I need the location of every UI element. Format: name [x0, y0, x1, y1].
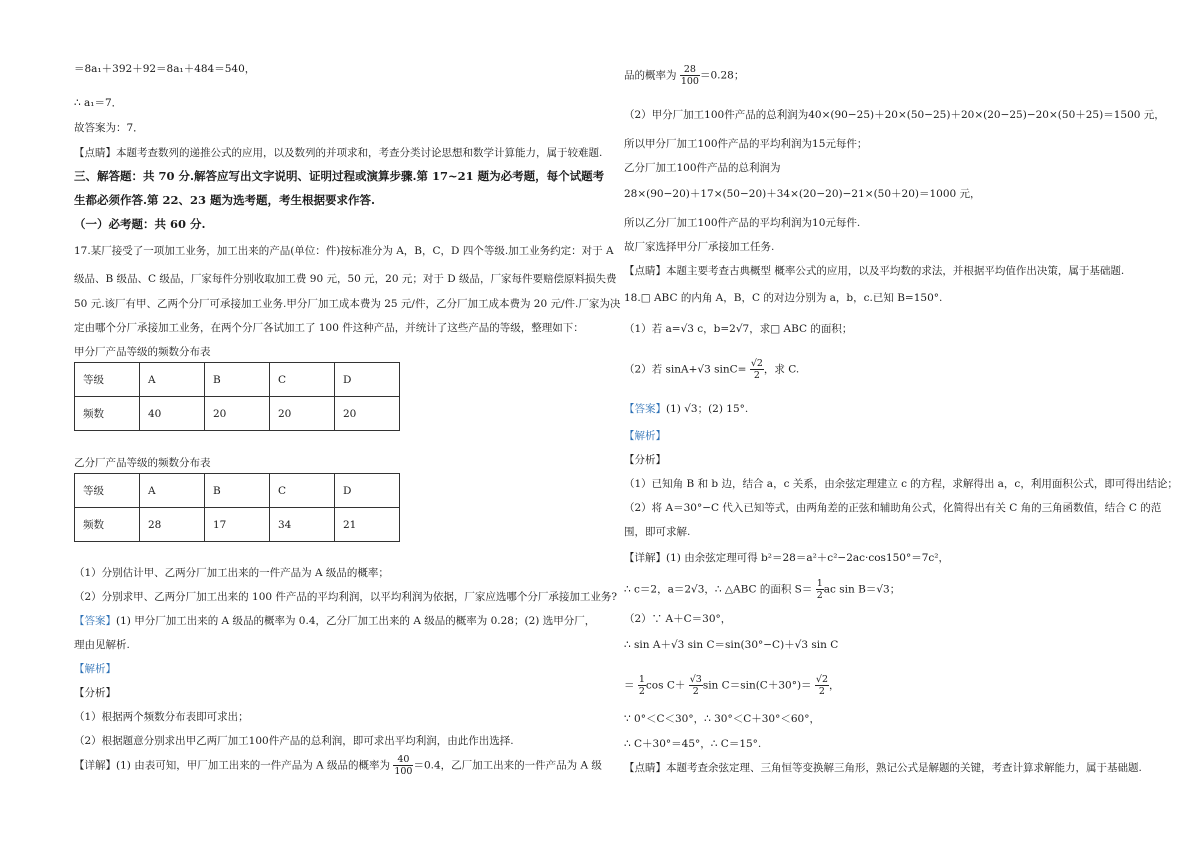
table-cell: 频数: [75, 508, 140, 542]
eq-line-2: ∴ a₁＝7．: [74, 97, 123, 109]
fraction: [750, 358, 764, 381]
detail-line-1: [74, 754, 602, 777]
numerator: 28: [680, 64, 700, 76]
numerator: √2: [815, 674, 828, 685]
fenxi-line-3: 围，即可求解.: [624, 526, 691, 538]
table-cell: D: [335, 474, 400, 508]
fenxi-tag: 【分析】: [74, 687, 116, 699]
q17-line-1: 17.某厂接受了一项加工业务，加工出来的产品(单位：件)按标准分为 A，B，C，D 四个等级.加工业务约定：对于 A: [74, 245, 614, 257]
fenxi-line-2: （2）将 A＝30°−C 代入已知等式，由两角差的正弦和辅助角公式，化简得出有关 C 角的三角函数值，结合 C 的范: [624, 502, 1162, 514]
detail-text: ∴ c＝2，a＝2√3，∴ △ABC 的面积 S＝: [624, 583, 813, 596]
denominator: 2: [818, 686, 825, 697]
eq-line-1: ＝8a₁＋392＋92＝8a₁＋484＝540，: [74, 63, 256, 75]
numerator: 40: [393, 754, 413, 766]
table-cell: 40: [140, 397, 205, 431]
section-required-heading: （一）必考题：共 60 分.: [74, 217, 206, 231]
avg-yi-line: 所以乙分厂加工100件产品的平均利润为10元每件.: [624, 217, 861, 229]
q17-answer-line-2: 理由见解析.: [74, 639, 130, 651]
q18-part-1: （1）若 a=√3 c，b=2√7，求□ ABC 的面积；: [624, 323, 853, 335]
table-cell: 21: [335, 508, 400, 542]
table-cell: 34: [270, 508, 335, 542]
detail-line-6: ∵ 0°＜C＜30°，∴ 30°＜C＋30°＜60°，: [624, 713, 820, 725]
detail-text: 【详解】(1) 由表可知，甲厂加工出来的一件产品为 A 级品的概率为: [74, 759, 390, 772]
table-cell: C: [270, 474, 335, 508]
table-cell: 28: [140, 508, 205, 542]
table-yi: [74, 473, 400, 542]
q18-stem: 18.□ ABC 的内角 A，B，C 的对边分别为 a，b，c.已知 B=150°.: [624, 292, 943, 304]
answer-text: (1) √3；(2) 15°.: [666, 403, 749, 415]
table-row: [75, 508, 400, 542]
comment-16: 【点睛】本题考查数列的递推公式的应用，以及数列的并项求和，考查分类讨论思想和数学计算能力，属于较难题.: [74, 147, 603, 159]
detail-text: ＝: [624, 679, 635, 692]
detail-text: sin C＝sin(C＋30°)＝: [702, 679, 812, 692]
comment-18: 【点睛】本题考查余弦定理、三角恒等变换解三角形，熟记公式是解题的关键，考查计算求解能力，属于基础题.: [624, 762, 1142, 774]
table-cell: 频数: [75, 397, 140, 431]
analysis-tag: 【解析】: [624, 430, 666, 442]
analysis-tag: 【解析】: [74, 663, 116, 675]
q17-line-3: 50 元.该厂有甲、乙两个分厂可承接加工业务.甲分厂加工成本费为 25 元/件，乙分厂加工成本费为 20 元/件.厂家为决: [74, 298, 621, 310]
fenxi-line-2: （2）根据题意分别求出甲乙两厂加工100件产品的总利润，即可求出平均利润，由此作出选择.: [74, 735, 514, 747]
table-cell: 17: [205, 508, 270, 542]
detail-text: ac sin B＝√3；: [823, 583, 901, 596]
denominator: 2: [753, 370, 760, 381]
numerator: √2: [750, 358, 763, 369]
detail-line-7: ∴ C＋30°＝45°，∴ C＝15°.: [624, 738, 762, 750]
table-cell: 等级: [75, 363, 140, 397]
numerator: 1: [816, 578, 823, 589]
q18-answer-line: [624, 402, 748, 416]
detail-line-5: [624, 674, 840, 697]
detail-text: ＝0.28；: [699, 69, 745, 82]
denominator: 2: [692, 686, 699, 697]
detail-text: ＝0.4，乙厂加工出来的一件产品为 A 级: [413, 759, 602, 772]
q17-part-2: （2）分别求甲、乙两分厂加工出来的 100 件产品的平均利润，以平均利润为依据，厂家应选哪个分厂承接加工业务?: [74, 591, 618, 603]
table-row: [75, 397, 400, 431]
fraction: [393, 754, 413, 777]
comment-17: 【点睛】本题主要考查古典概型 概率公式的应用，以及平均数的求法，并根据平均值作出决策，属于基础题.: [624, 265, 1125, 277]
table-cell: D: [335, 363, 400, 397]
detail-line-1: 【详解】(1) 由余弦定理可得 b²＝28＝a²＋c²−2ac·cos150°＝7c²，: [624, 552, 950, 564]
table-cell: A: [140, 474, 205, 508]
fraction: [689, 674, 703, 697]
prob-line: [624, 64, 744, 87]
table-cell: C: [270, 363, 335, 397]
fraction: [815, 674, 829, 697]
detail-text: 品的概率为: [624, 69, 677, 82]
denominator: 2: [816, 590, 823, 601]
table-yi-title: 乙分厂产品等级的频数分布表: [74, 457, 211, 469]
fraction: [816, 578, 824, 601]
q17-line-2: 级品、B 级品、C 级品，厂家每件分别收取加工费 90 元，50 元，20 元；对于 D 级品，厂家每件要赔偿原料损失费: [74, 273, 617, 285]
numerator: 1: [638, 674, 645, 685]
profit-yi-title: 乙分厂加工100件产品的总利润为: [624, 162, 781, 174]
denominator: 100: [394, 766, 413, 777]
table-jia: [74, 362, 400, 431]
q17-answer-line-1: [74, 614, 595, 628]
table-cell: 20: [335, 397, 400, 431]
table-row: [75, 363, 400, 397]
table-row: [75, 474, 400, 508]
denominator: 100: [680, 76, 699, 87]
table-cell: B: [205, 363, 270, 397]
q17-part-1: （1）分别估计甲、乙两分厂加工出来的一件产品为 A 级品的概率；: [74, 567, 389, 579]
answer-tag: 【答案】: [74, 615, 116, 627]
detail-line-3: （2）∵ A＋C＝30°，: [624, 613, 732, 625]
avg-jia-line: 所以甲分厂加工100件产品的平均利润为15元每件；: [624, 138, 868, 150]
q18-part-2: [624, 358, 799, 381]
table-cell: A: [140, 363, 205, 397]
table-cell: B: [205, 474, 270, 508]
fenxi-tag: 【分析】: [624, 454, 666, 466]
detail-text: ，: [829, 679, 840, 692]
fenxi-line-1: （1）已知角 B 和 b 边，结合 a，c 关系，由余弦定理建立 c 的方程，求解得出 a，c，利用面积公式，即可得出结论；: [624, 478, 1178, 490]
table-jia-title: 甲分厂产品等级的频数分布表: [74, 346, 211, 358]
table-cell: 20: [270, 397, 335, 431]
profit-jia-line: （2）甲分厂加工100件产品的总利润为40×(90−25)＋20×(50−25)＋20×(20−25)−20×(50＋25)＝1500 元，: [624, 109, 1165, 121]
profit-yi-line: 28×(90−20)＋17×(50−20)＋34×(20−20)−21×(50＋20)＝1000 元，: [624, 188, 981, 200]
conclusion-line: 故厂家选择甲分厂承接加工任务.: [624, 241, 775, 253]
fenxi-line-1: （1）根据两个频数分布表即可求出；: [74, 711, 249, 723]
q17-line-4: 定由哪个分厂承接加工业务，在两个分厂各试加工了 100 件这种产品，并统计了这些产品的等级，整理如下：: [74, 322, 584, 334]
numerator: √3: [689, 674, 702, 685]
answer-text: (1) 甲分厂加工出来的 A 级品的概率为 0.4，乙分厂加工出来的 A 级品的概率为 0.28；(2) 选甲分厂，: [116, 615, 596, 627]
table-cell: 20: [205, 397, 270, 431]
denominator: 2: [638, 686, 645, 697]
section-3-heading-b: 生都必须作答.第 22、23 题为选考题，考生根据要求作答.: [74, 193, 376, 207]
fraction: [680, 64, 700, 87]
fraction: [638, 674, 646, 697]
section-3-heading-a: 三、解答题：共 70 分.解答应写出文字说明、证明过程或演算步骤.第 17~21 题为必考题，每个试题考: [74, 169, 605, 183]
table-cell: 等级: [75, 474, 140, 508]
answer-tag: 【答案】: [624, 403, 666, 415]
detail-text: cos C＋: [645, 679, 686, 692]
detail-text: （2）若 sinA+√3 sinC=: [624, 363, 747, 376]
detail-text: ，求 C.: [763, 363, 800, 376]
detail-line-2: [624, 578, 900, 601]
detail-line-4: ∴ sin A＋√3 sin C＝sin(30°−C)＋√3 sin C: [624, 639, 839, 651]
answer-line: 故答案为：7．: [74, 122, 144, 134]
